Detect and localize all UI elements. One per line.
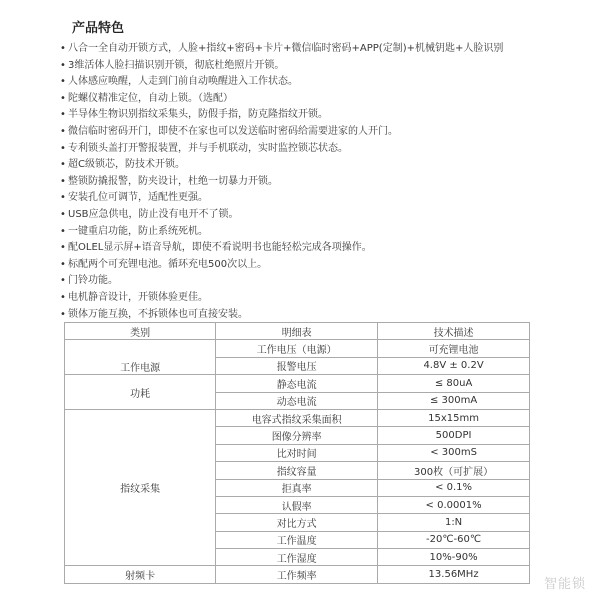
feature-item: • 锁体万能互换，不拆锁体也可直接安装。: [60, 307, 590, 324]
item-cell: 图像分辨率: [216, 427, 378, 444]
table-row: [65, 340, 530, 357]
category-cell: 射频卡: [65, 566, 216, 583]
bullet-icon: •: [60, 208, 66, 220]
feature-item: • 超C级锁芯，防技术开锁。: [60, 157, 590, 174]
feature-item: • 门铃功能。: [60, 273, 590, 290]
table-header-row: [65, 323, 530, 340]
column-header-category: 类别: [65, 323, 216, 340]
column-header-description: 技术描述: [378, 323, 530, 340]
bullet-icon: •: [60, 59, 66, 71]
desc-cell: 4.8V ± 0.2V: [378, 357, 530, 374]
feature-item: • 人体感应唤醒，人走到门前自动唤醒进入工作状态。: [60, 74, 590, 91]
item-cell: 静态电流: [216, 375, 378, 392]
desc-cell: 可充锂电池: [378, 340, 530, 357]
column-header-detail: 明细表: [216, 323, 378, 340]
item-cell: 指纹容量: [216, 462, 378, 479]
table-row: [65, 566, 530, 583]
bullet-icon: •: [60, 192, 66, 204]
feature-item: • 微信临时密码开门，即使不在家也可以发送临时密码给需要进家的人开门。: [60, 124, 590, 141]
desc-cell: 10%-90%: [378, 549, 530, 566]
feature-item: • 半导体生物识别指纹采集头，防假手指，防克隆指纹开锁。: [60, 107, 590, 124]
desc-cell: < 0.1%: [378, 479, 530, 496]
item-cell: 对比方式: [216, 514, 378, 531]
desc-cell: 15x15mm: [378, 409, 530, 426]
feature-item: • USB应急供电，防止没有电开不了锁。: [60, 207, 590, 224]
item-cell: 拒真率: [216, 479, 378, 496]
bullet-icon: •: [60, 92, 66, 104]
item-cell: 报警电压: [216, 357, 378, 374]
desc-cell: 1:N: [378, 514, 530, 531]
bullet-icon: •: [60, 242, 66, 254]
desc-cell: < 0.0001%: [378, 496, 530, 513]
desc-cell: 500DPI: [378, 427, 530, 444]
item-cell: 工作温度: [216, 531, 378, 548]
desc-cell: 13.56MHz: [378, 566, 530, 583]
feature-item: • 安装孔位可调节，适配性更强。: [60, 190, 590, 207]
feature-list: [60, 41, 590, 323]
item-cell: 认假率: [216, 496, 378, 513]
feature-item: • 整锁防撬报警，防夹设计，杜绝一切暴力开锁。: [60, 174, 590, 191]
desc-cell: ≤ 300mA: [378, 392, 530, 409]
feature-item: • 配OLEL显示屏+语音导航，即使不看说明书也能轻松完成各项操作。: [60, 240, 590, 257]
item-cell: 比对时间: [216, 444, 378, 461]
spec-table: [64, 322, 530, 584]
bullet-icon: •: [60, 291, 66, 303]
category-cell: 指纹采集: [65, 409, 216, 566]
item-cell: 动态电流: [216, 392, 378, 409]
feature-item: • 3维活体人脸扫描识别开锁，彻底杜绝照片开锁。: [60, 58, 590, 75]
bullet-icon: •: [60, 142, 66, 154]
bullet-icon: •: [60, 225, 66, 237]
bullet-icon: •: [60, 275, 66, 287]
bullet-icon: •: [60, 109, 66, 121]
feature-item: • 标配两个可充锂电池。循环充电500次以上。: [60, 257, 590, 274]
category-cell: 功耗: [65, 375, 216, 410]
bullet-icon: •: [60, 258, 66, 270]
bullet-icon: •: [60, 159, 66, 171]
bullet-icon: •: [60, 125, 66, 137]
bullet-icon: •: [60, 175, 66, 187]
page-title: 产品特色: [72, 21, 125, 36]
desc-cell: -20℃-60℃: [378, 531, 530, 548]
table-row: [65, 409, 530, 426]
feature-item: • 八合一全自动开锁方式，人脸+指纹+密码+卡片+微信临时密码+APP(定制)+机械钥匙+人脸识别: [60, 41, 590, 58]
feature-item: • 一键重启功能，防止系统死机。: [60, 224, 590, 241]
feature-item: • 电机静音设计，开锁体验更佳。: [60, 290, 590, 307]
item-cell: 电容式指纹采集面积: [216, 409, 378, 426]
feature-item: • 专利锁头盖打开警报装置，并与手机联动，实时监控锁芯状态。: [60, 141, 590, 158]
item-cell: 工作电压（电源）: [216, 340, 378, 357]
table-row: [65, 375, 530, 392]
desc-cell: 300枚（可扩展）: [378, 462, 530, 479]
bullet-icon: •: [60, 43, 66, 54]
item-cell: 工作湿度: [216, 549, 378, 566]
bullet-icon: •: [60, 308, 66, 320]
feature-item: • 陀螺仪精准定位，自动上锁。（选配）: [60, 91, 590, 108]
item-cell: 工作频率: [216, 566, 378, 583]
desc-cell: ≤ 80uA: [378, 375, 530, 392]
desc-cell: < 300mS: [378, 444, 530, 461]
category-cell: 工作电源: [65, 340, 216, 375]
watermark: 智能锁: [543, 577, 586, 592]
bullet-icon: •: [60, 76, 66, 88]
